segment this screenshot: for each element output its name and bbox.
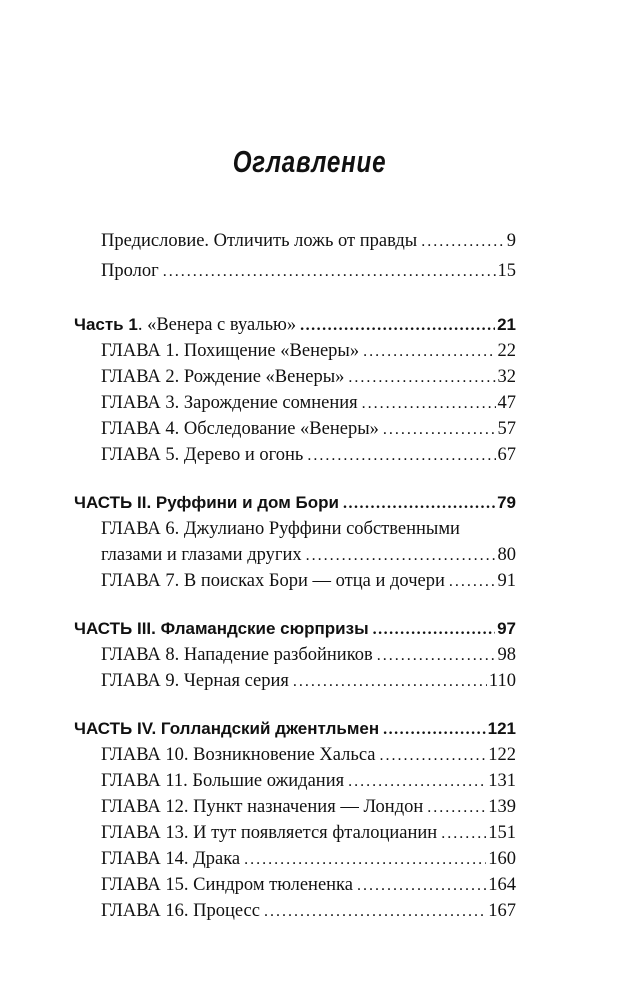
toc-part-1[interactable] bbox=[74, 312, 516, 338]
part-title: . Голландский джентльмен bbox=[151, 719, 380, 738]
toc-page-number: 167 bbox=[488, 901, 516, 921]
toc-part-label bbox=[74, 716, 379, 742]
toc-page-number: 110 bbox=[488, 671, 516, 691]
toc-entry-label: ГЛАВА 7. В поисках Бори — отца и дочери bbox=[101, 571, 445, 591]
leader-dots bbox=[362, 391, 496, 417]
toc-entry-label: ГЛАВА 9. Черная серия bbox=[101, 671, 289, 691]
toc-chapter-10[interactable] bbox=[101, 742, 516, 768]
toc-page-number: 160 bbox=[488, 849, 516, 869]
toc-chapter-6-line-2[interactable] bbox=[101, 542, 516, 568]
leader-dots bbox=[264, 899, 486, 925]
part-prefix: ЧАСТЬ II bbox=[74, 493, 147, 512]
toc-part-label bbox=[74, 490, 339, 516]
toc-entry-label: ГЛАВА 2. Рождение «Венеры» bbox=[101, 367, 345, 387]
toc-part-label bbox=[74, 312, 296, 338]
toc-page-number: 151 bbox=[488, 823, 516, 843]
leader-dots bbox=[348, 365, 495, 391]
toc-entry-label: ГЛАВА 12. Пункт назначения — Лондон bbox=[101, 797, 424, 817]
toc-page-number: 67 bbox=[497, 445, 516, 465]
toc-page-number: 98 bbox=[497, 645, 516, 665]
toc-chapter-14[interactable] bbox=[101, 846, 516, 872]
leader-dots bbox=[348, 769, 486, 795]
toc-chapter-2[interactable] bbox=[101, 364, 516, 390]
toc-page-number: 21 bbox=[497, 315, 516, 334]
leader-dots bbox=[163, 259, 496, 285]
leader-dots bbox=[379, 743, 486, 769]
toc-entry-preface[interactable] bbox=[101, 228, 516, 254]
toc-chapter-8[interactable] bbox=[101, 642, 516, 668]
toc-entry-label: ГЛАВА 5. Дерево и огонь bbox=[101, 445, 304, 465]
toc-chapter-12[interactable] bbox=[101, 794, 516, 820]
leader-dots bbox=[441, 821, 486, 847]
leader-dots bbox=[421, 229, 505, 255]
toc-chapter-3[interactable] bbox=[101, 390, 516, 416]
leader-dots bbox=[449, 569, 496, 595]
toc-entry-prologue[interactable] bbox=[101, 258, 516, 284]
toc-page-number: 91 bbox=[497, 571, 516, 591]
toc-entry-label: глазами и глазами других bbox=[101, 545, 302, 565]
toc-chapter-13[interactable] bbox=[101, 820, 516, 846]
toc-chapter-9[interactable] bbox=[101, 668, 516, 694]
leader-dots bbox=[244, 847, 486, 873]
toc-page-number: 57 bbox=[497, 419, 516, 439]
leader-dots bbox=[363, 339, 495, 365]
leader-dots bbox=[293, 669, 487, 695]
part-title: . «Венера с вуалью» bbox=[137, 315, 297, 335]
toc-page-number: 131 bbox=[488, 771, 516, 791]
toc-entry-label: ГЛАВА 14. Драка bbox=[101, 849, 241, 869]
leader-dots bbox=[343, 491, 495, 517]
toc-page-number: 80 bbox=[497, 545, 516, 565]
part-title: . Руффини и дом Бори bbox=[146, 493, 339, 512]
toc-part-4[interactable] bbox=[74, 716, 516, 742]
toc-page-number: 97 bbox=[497, 619, 516, 638]
leader-dots bbox=[307, 443, 495, 469]
toc-chapter-4[interactable] bbox=[101, 416, 516, 442]
toc-page-number: 122 bbox=[488, 745, 516, 765]
leader-dots bbox=[373, 617, 495, 643]
page-title: Оглавление bbox=[232, 144, 387, 179]
part-prefix: ЧАСТЬ III bbox=[74, 619, 152, 638]
toc-page-number: 139 bbox=[488, 797, 516, 817]
toc-part-2[interactable] bbox=[74, 490, 516, 516]
toc-entry-label: ГЛАВА 1. Похищение «Венеры» bbox=[101, 341, 360, 361]
toc-page-number: 32 bbox=[497, 367, 516, 387]
toc-page-number: 164 bbox=[488, 875, 516, 895]
toc-entry-label: ГЛАВА 16. Процесс bbox=[101, 901, 260, 921]
toc-part-label bbox=[74, 616, 369, 642]
leader-dots bbox=[383, 417, 496, 443]
leader-dots bbox=[427, 795, 486, 821]
toc-page-number: 47 bbox=[497, 393, 516, 413]
leader-dots bbox=[377, 643, 496, 669]
toc-chapter-1[interactable] bbox=[101, 338, 516, 364]
part-prefix: ЧАСТЬ IV bbox=[74, 719, 152, 738]
leader-dots bbox=[306, 543, 496, 569]
toc-chapter-11[interactable] bbox=[101, 768, 516, 794]
toc-page-number: 15 bbox=[497, 261, 516, 281]
toc-entry-label: ГЛАВА 3. Зарождение сомнения bbox=[101, 393, 358, 413]
toc-part-3[interactable] bbox=[74, 616, 516, 642]
toc-chapter-15[interactable] bbox=[101, 872, 516, 898]
toc-entry-label: ГЛАВА 11. Большие ожидания bbox=[101, 771, 345, 791]
toc-chapter-5[interactable] bbox=[101, 442, 516, 468]
toc-entry-label: ГЛАВА 13. И тут появляется фталоцианин bbox=[101, 823, 438, 843]
toc-page-number: 121 bbox=[487, 719, 516, 738]
toc-chapter-7[interactable] bbox=[101, 568, 516, 594]
part-prefix: Часть 1 bbox=[74, 315, 138, 334]
part-title: . Фламандские сюрпризы bbox=[151, 619, 369, 638]
toc-entry-label: ГЛАВА 8. Нападение разбойников bbox=[101, 645, 373, 665]
leader-dots bbox=[383, 717, 485, 743]
toc-entry-label: ГЛАВА 6. Джулиано Руффини собственными bbox=[101, 519, 460, 539]
toc-page-number: 9 bbox=[506, 231, 516, 251]
toc-entry-label: Предисловие. Отличить ложь от правды bbox=[101, 231, 418, 251]
toc-entry-label: ГЛАВА 4. Обследование «Венеры» bbox=[101, 419, 379, 439]
toc-chapter-6-line-1[interactable] bbox=[101, 516, 516, 542]
toc-page-number: 79 bbox=[497, 493, 516, 512]
toc-entry-label: ГЛАВА 10. Возникновение Хальса bbox=[101, 745, 376, 765]
toc-chapter-16[interactable] bbox=[101, 898, 516, 924]
leader-dots bbox=[357, 873, 486, 899]
toc-entry-label: ГЛАВА 15. Синдром тюлененка bbox=[101, 875, 353, 895]
toc-page-number: 22 bbox=[497, 341, 516, 361]
toc-entry-label: Пролог bbox=[101, 261, 159, 281]
leader-dots bbox=[300, 313, 495, 339]
